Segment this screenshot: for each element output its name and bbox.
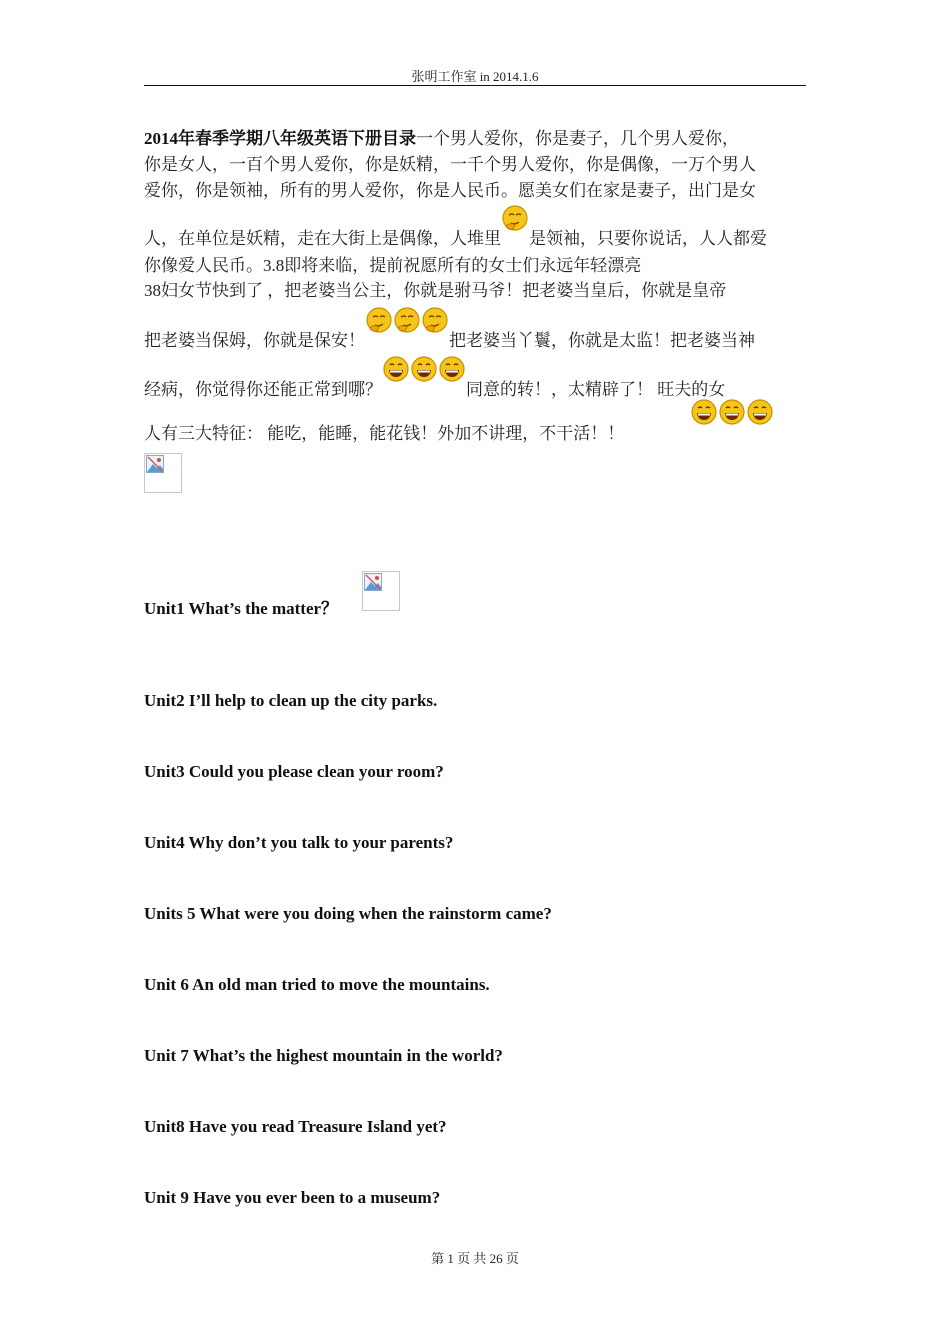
intro-text: 一个男人爱你，你是妻子，几个男人爱你， <box>416 129 739 148</box>
unit-3-title: Unit3 Could you please clean your room? <box>144 762 444 781</box>
intro-line-8 <box>144 369 808 400</box>
intro-line-4 <box>144 218 808 249</box>
header-rule <box>144 85 806 86</box>
grinning-face-icon <box>746 398 774 426</box>
broken-image-icon <box>144 453 182 493</box>
intro-text: 是领袖，只要你说话，人人都爱 <box>529 229 767 248</box>
thinking-face-icon <box>365 306 393 334</box>
intro-text: 把老婆当保姆，你就是保安！ <box>144 331 365 350</box>
thinking-face-icon <box>501 204 529 232</box>
thinking-face-icon <box>421 306 449 334</box>
intro-text: 人有三大特征： 能吃，能睡，能花钱！外加不讲理，不干活！！ <box>144 424 625 443</box>
broken-image-icon <box>362 571 400 611</box>
unit-1-title: Unit1 What’s the matter？ <box>144 599 339 618</box>
unit-2-title: Unit2 I’ll help to clean up the city parks. <box>144 691 438 710</box>
page-header: 张明工作室 in 2014.1.6 <box>411 69 539 84</box>
unit-9-title: Unit 9 Have you ever been to a museum? <box>144 1188 441 1207</box>
grinning-face-icon <box>410 355 438 383</box>
intro-line-5: 你像爱人民币。3.8即将来临，提前祝愿所有的女士们永远年轻漂亮 <box>144 256 642 275</box>
intro-line-6: 38妇女节快到了 ，把老婆当公主，你就是驸马爷！把老婆当皇后，你就是皇帝 <box>144 281 727 300</box>
grinning-face-icon <box>438 355 466 383</box>
unit-8-title: Unit8 Have you read Treasure Island yet? <box>144 1117 447 1136</box>
unit-7-title: Unit 7 What’s the highest mountain in the world? <box>144 1046 503 1065</box>
unit-4-title: Unit4 Why don’t you talk to your parents? <box>144 833 454 852</box>
unit-6-title: Unit 6 An old man tried to move the mountains. <box>144 975 490 994</box>
unit-5-title: Units 5 What were you doing when the rainstorm came? <box>144 904 552 923</box>
grin-emoji-group <box>690 398 774 429</box>
document-title: 2014年春季学期八年级英语下册目录 <box>144 129 416 148</box>
page-footer: 第 1 页 共 26 页 <box>431 1251 519 1266</box>
thinking-face-icon <box>393 306 421 334</box>
intro-line-7 <box>144 320 808 351</box>
grinning-face-icon <box>718 398 746 426</box>
intro-line-2: 你是女人，一百个男人爱你，你是妖精，一千个男人爱你，你是偶像，一万个男人 <box>144 155 756 174</box>
intro-text: 把老婆当丫鬟，你就是太监！把老婆当神 <box>449 331 755 350</box>
intro-line-1 <box>144 124 808 149</box>
intro-text: 人，在单位是妖精，走在大街上是偶像，人堆里 <box>144 229 501 248</box>
intro-line-3: 爱你，你是领袖，所有的男人爱你，你是人民币。愿美女们在家是妻子，出门是女 <box>144 181 756 200</box>
intro-text: 同意的转！，太精辟了！ 旺夫的女 <box>466 380 726 399</box>
grinning-face-icon <box>690 398 718 426</box>
intro-text: 经病，你觉得你还能正常到哪？ <box>144 380 382 399</box>
grinning-face-icon <box>382 355 410 383</box>
